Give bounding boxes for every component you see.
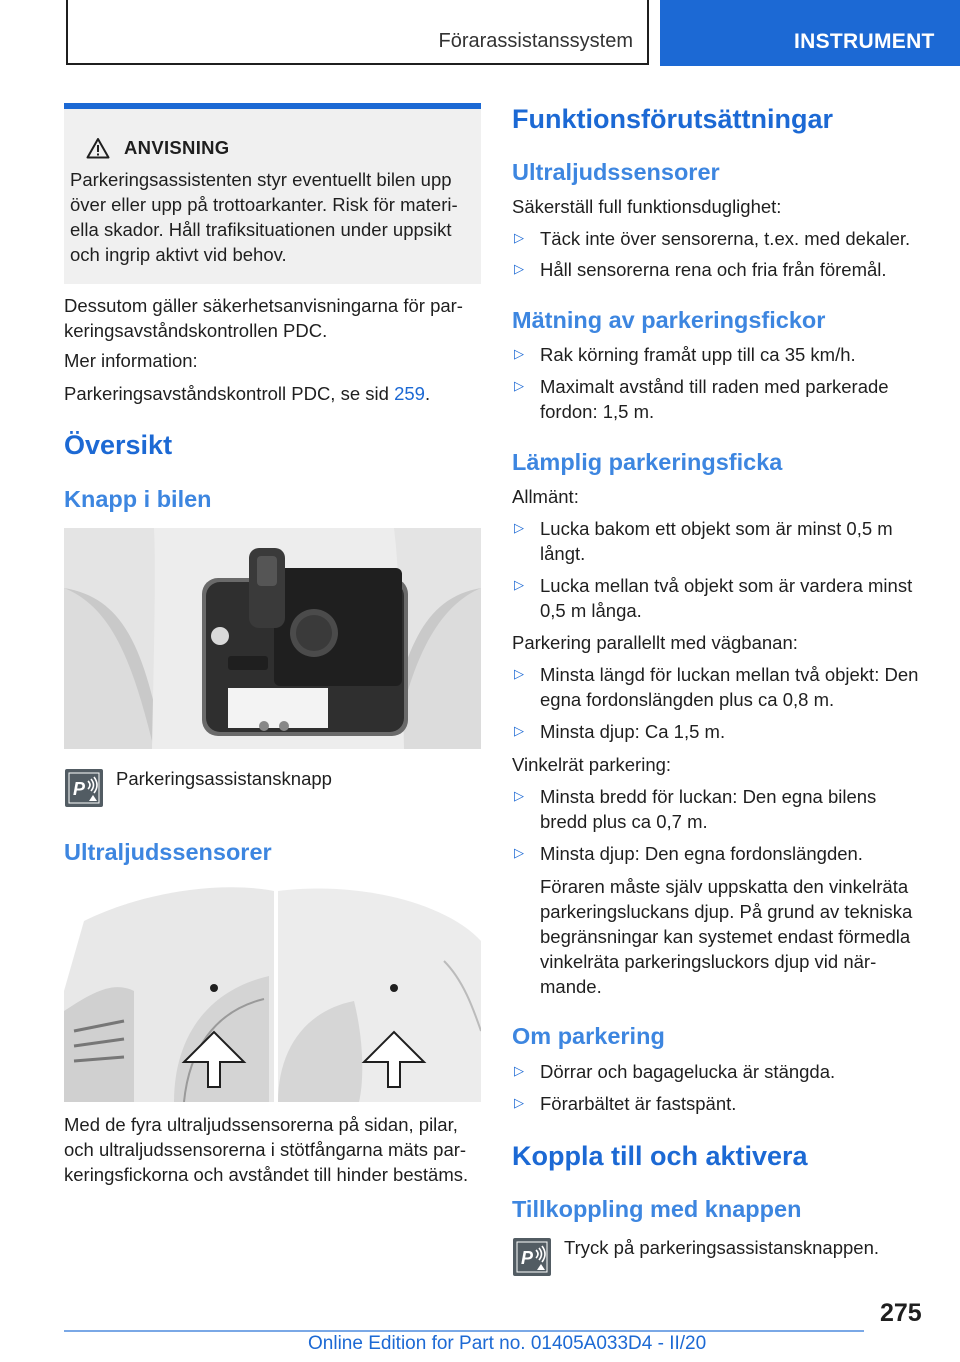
- lamp-allmant: Allmänt:: [512, 486, 579, 507]
- bullet-triangle-icon: ▷: [514, 261, 524, 276]
- list-item: [512, 257, 932, 282]
- bullet-triangle-icon: ▷: [514, 1095, 524, 1110]
- bullet-triangle-icon: ▷: [514, 1063, 524, 1078]
- bullet-triangle-icon: ▷: [514, 378, 524, 393]
- bullet-triangle-icon: ▷: [514, 788, 524, 803]
- heading-om-parkering: Om parkering: [512, 1023, 665, 1049]
- bullet-triangle-icon: ▷: [514, 577, 524, 592]
- list-item: [512, 662, 932, 712]
- lamp-parallell: Parkering parallellt med vägbanan:: [512, 632, 798, 653]
- chapter-title: INSTRUMENT: [794, 30, 935, 53]
- footer-edition: Online Edition for Part no. 01405A033D4 - II/20: [308, 1333, 707, 1354]
- list-item: [512, 342, 932, 367]
- heading-ultraljudssensorer-right: Ultraljudssensorer: [512, 159, 720, 185]
- sensors-description: Med de fyra ultraljudssensorerna på sidan, pilar, och ultraljudssensorerna i stötfångarna mäts par-keringsfickorna och avståndet till hinder bestäms.: [64, 1114, 469, 1185]
- list-item-text: Lucka bakom ett objekt som är minst 0,5 m långt.: [540, 518, 893, 564]
- button-caption: Parkeringsassistansknapp: [116, 768, 332, 789]
- pdc-reference: [64, 381, 481, 406]
- heading-oversikt: Översikt: [64, 430, 173, 460]
- heading-matning: Mätning av parkeringsfickor: [512, 307, 826, 333]
- list-item-text: Rak körning framåt upp till ca 35 km/h.: [540, 344, 856, 365]
- list-item: [512, 516, 932, 566]
- list-item: [512, 784, 912, 834]
- list-item-text: Maximalt avstånd till raden med parkerade fordon: 1,5 m.: [540, 376, 889, 422]
- tillkoppling-text: Tryck på parkeringsassistansknappen.: [564, 1237, 879, 1258]
- warning-box: [64, 103, 481, 284]
- bullet-triangle-icon: ▷: [514, 230, 524, 245]
- list-item-text: Täck inte över sensorerna, t.ex. med dekaler.: [540, 228, 911, 249]
- ultrasonic-sensors-image: [64, 881, 481, 1102]
- list-item-text: Håll sensorerna rena och fria från föremål.: [540, 259, 887, 280]
- heading-ultraljudssensorer-left: Ultraljudssensorer: [64, 839, 272, 865]
- pdc-reference-end: .: [424, 383, 431, 404]
- bullet-triangle-icon: ▷: [514, 845, 524, 860]
- list-item: [512, 841, 932, 866]
- heading-lamplig: Lämplig parkeringsficka: [512, 449, 783, 475]
- bullet-triangle-icon: ▷: [514, 723, 524, 738]
- list-item-text: Minsta djup: Ca 1,5 m.: [540, 721, 726, 742]
- svg-text:P: P: [73, 779, 86, 799]
- list-item-text: Minsta djup: Den egna fordonslängden.: [540, 843, 863, 864]
- list-item-text: Minsta längd för luckan mellan två objekt: Den egna fordonslängden plus ca 0,8 m.: [540, 664, 919, 710]
- parking-assist-button-icon: [65, 769, 103, 807]
- heading-knapp-i-bilen: Knapp i bilen: [64, 486, 212, 512]
- page-link-259[interactable]: 259: [394, 383, 425, 404]
- center-console-image: [64, 528, 481, 749]
- list-item: [512, 226, 932, 251]
- more-info-label: Mer information:: [64, 350, 198, 371]
- safety-paragraph: Dessutom gäller säkerhetsanvisningarna för par-keringsavståndskontrollen PDC.: [64, 295, 463, 341]
- page-number: 275: [880, 1299, 922, 1327]
- footer-divider: [64, 1330, 864, 1332]
- parking-assist-button-icon: [513, 1238, 551, 1276]
- page-header: [0, 0, 960, 66]
- section-title: Förarassistanssystem: [438, 30, 633, 52]
- pdc-reference-text: Parkeringsavståndskontroll PDC, se sid: [64, 383, 395, 404]
- depth-note: Föraren måste själv uppskatta den vinkelräta parkeringsluckans djup. På grund av tekniska begränsningar kan systemet endast förmedla vinkelräta parkeringsluckors djup vid när-mande.: [540, 876, 913, 997]
- list-item-text: Lucka mellan två objekt som är vardera minst 0,5 m långa.: [540, 575, 913, 621]
- list-item: [512, 573, 932, 623]
- heading-koppla: Koppla till och aktivera: [512, 1141, 808, 1171]
- list-item-text: Dörrar och bagagelucka är stängda.: [540, 1061, 836, 1082]
- lamp-vinkel: Vinkelrät parkering:: [512, 754, 672, 775]
- heading-funktionsforutsattningar: Funktionsförutsättningar: [512, 104, 833, 134]
- warning-header: [86, 137, 230, 159]
- bullet-triangle-icon: ▷: [514, 520, 524, 535]
- list-item: [512, 1091, 932, 1116]
- list-item: [512, 1059, 932, 1084]
- section-tab: [66, 0, 649, 65]
- warning-triangle-icon: [86, 137, 110, 159]
- bullet-triangle-icon: ▷: [514, 666, 524, 681]
- bullet-triangle-icon: ▷: [514, 346, 524, 361]
- ultra-intro: Säkerställ full funktionsduglighet:: [512, 196, 782, 217]
- chapter-tab: [660, 0, 960, 66]
- list-item: [512, 719, 932, 744]
- warning-text: Parkeringsassistenten styr eventuellt bilen upp över eller upp på trottoarkanter. Risk för materi-ella skador. Håll trafiksituationen under uppsikt och ingrip aktivt vid behov.: [70, 169, 458, 265]
- heading-tillkoppling: Tillkoppling med knappen: [512, 1196, 802, 1222]
- svg-text:P: P: [521, 1248, 534, 1268]
- warning-title: ANVISNING: [124, 137, 230, 158]
- list-item: [512, 374, 912, 424]
- list-item-text: Förarbältet är fastspänt.: [540, 1093, 737, 1114]
- list-item-text: Minsta bredd för luckan: Den egna bilens bredd plus ca 0,7 m.: [540, 786, 877, 832]
